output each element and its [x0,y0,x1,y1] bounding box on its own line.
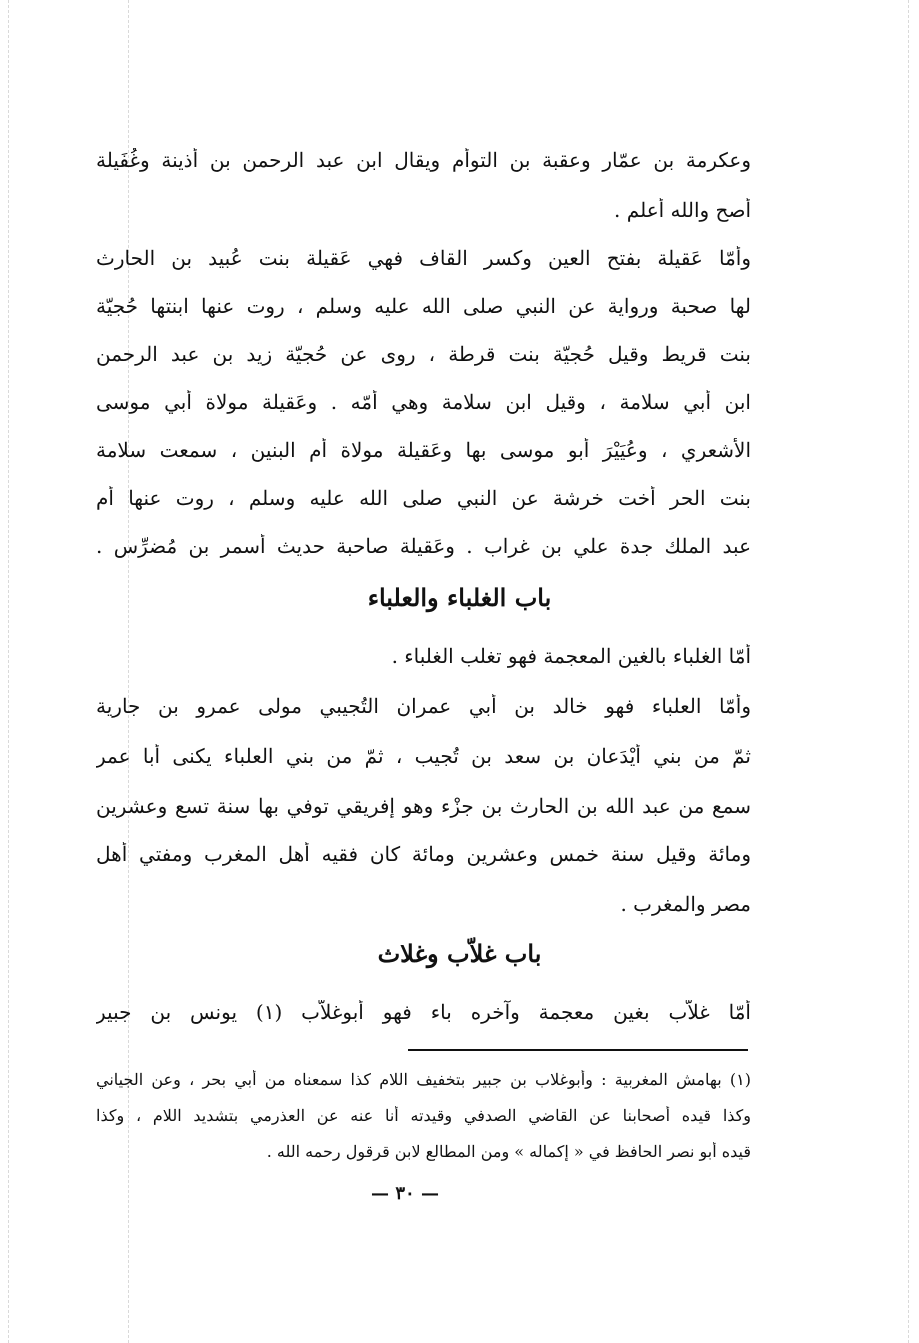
body-line: ابن أبي سلامة ، وقيل ابن سلامة وهي أمّه . وعَقيلة مولاة أبي موسى [96,390,751,414]
footnote-line: (١) بهامش المغربية : وأبوغلاب بن جبير بتخفيف اللام كذا سمعناه من أبي بحر ، وعن الجياني [96,1070,751,1089]
body-line: بنت قريط وقيل حُجيّة بنت قرطة ، روى عن حُجيّة زيد بن عبد الرحمن [96,342,751,366]
body-line: سمع من عبد الله بن الحارث بن جزْء وهو إفريقي توفي بها سنة تسع وعشرين [96,794,751,818]
body-line: عبد الملك جدة علي بن غراب . وعَقيلة صاحبة حديث أسمر بن مُضرِّس . [96,534,751,558]
body-line: أصح والله أعلم . [614,198,751,222]
page-number: — ٣٠ — [371,1183,439,1204]
body-line: لها صحبة ورواية عن النبي صلى الله عليه وسلم ، روت عنها ابنتها حُجيّة [96,294,751,318]
body-line: وعكرمة بن عمّار وعقبة بن التوأم ويقال ابن عبد الرحمن بن أُذينة وغُفَيلة [96,148,751,172]
body-line: ومائة وقيل سنة خمس وعشرين ومائة كان فقيه أهل المغرب ومفتي أهل [96,842,751,866]
body-line: أمّا الغلباء بالغين المعجمة فهو تغلب الغلباء . [391,644,751,668]
footnote-line: وكذا قيده أصحابنا عن القاضي الصدفي وقيدته أنا عنه عن العذرمي بتشديد اللام ، وكذا [96,1106,751,1125]
body-line: أمّا غلاّب بغين معجمة وآخره باء فهو أبوغلاّب (١) يونس بن جبير [96,1000,751,1024]
body-line: الأشعري ، وعُيَيْرَ أبو موسى بها وعَقيلة مولاة أم البنين ، سمعت سلامة [96,438,751,462]
body-line: وأمّا عَقيلة بفتح العين وكسر القاف فهي عَقيلة بنت عُبيد بن الحارث [96,246,751,270]
section-heading: باب غلاّب وغلاث [377,939,542,968]
scan-edge-line [8,0,9,1343]
body-line: بنت الحر أخت خرشة عن النبي صلى الله عليه وسلم ، روت عنها أم [96,486,751,510]
body-line: وأمّا العلباء فهو خالد بن أبي عمران التُجيبي مولى عمرو بن جارية [96,694,751,718]
footnote-line: قيده أبو نصر الحافظ في « إكماله » ومن المطالع لابن قرقول رحمه الله . [266,1142,751,1161]
body-line: مصر والمغرب . [620,892,751,916]
scan-edge-line [908,0,909,1343]
section-heading: باب الغلباء والعلباء [367,583,552,612]
footnote-separator [408,1049,748,1051]
body-line: ثمّ من بني أَيْدَعان بن سعد بن تُجيب ، ثمّ من بني العلباء يكنى أبا عمر [96,744,751,768]
